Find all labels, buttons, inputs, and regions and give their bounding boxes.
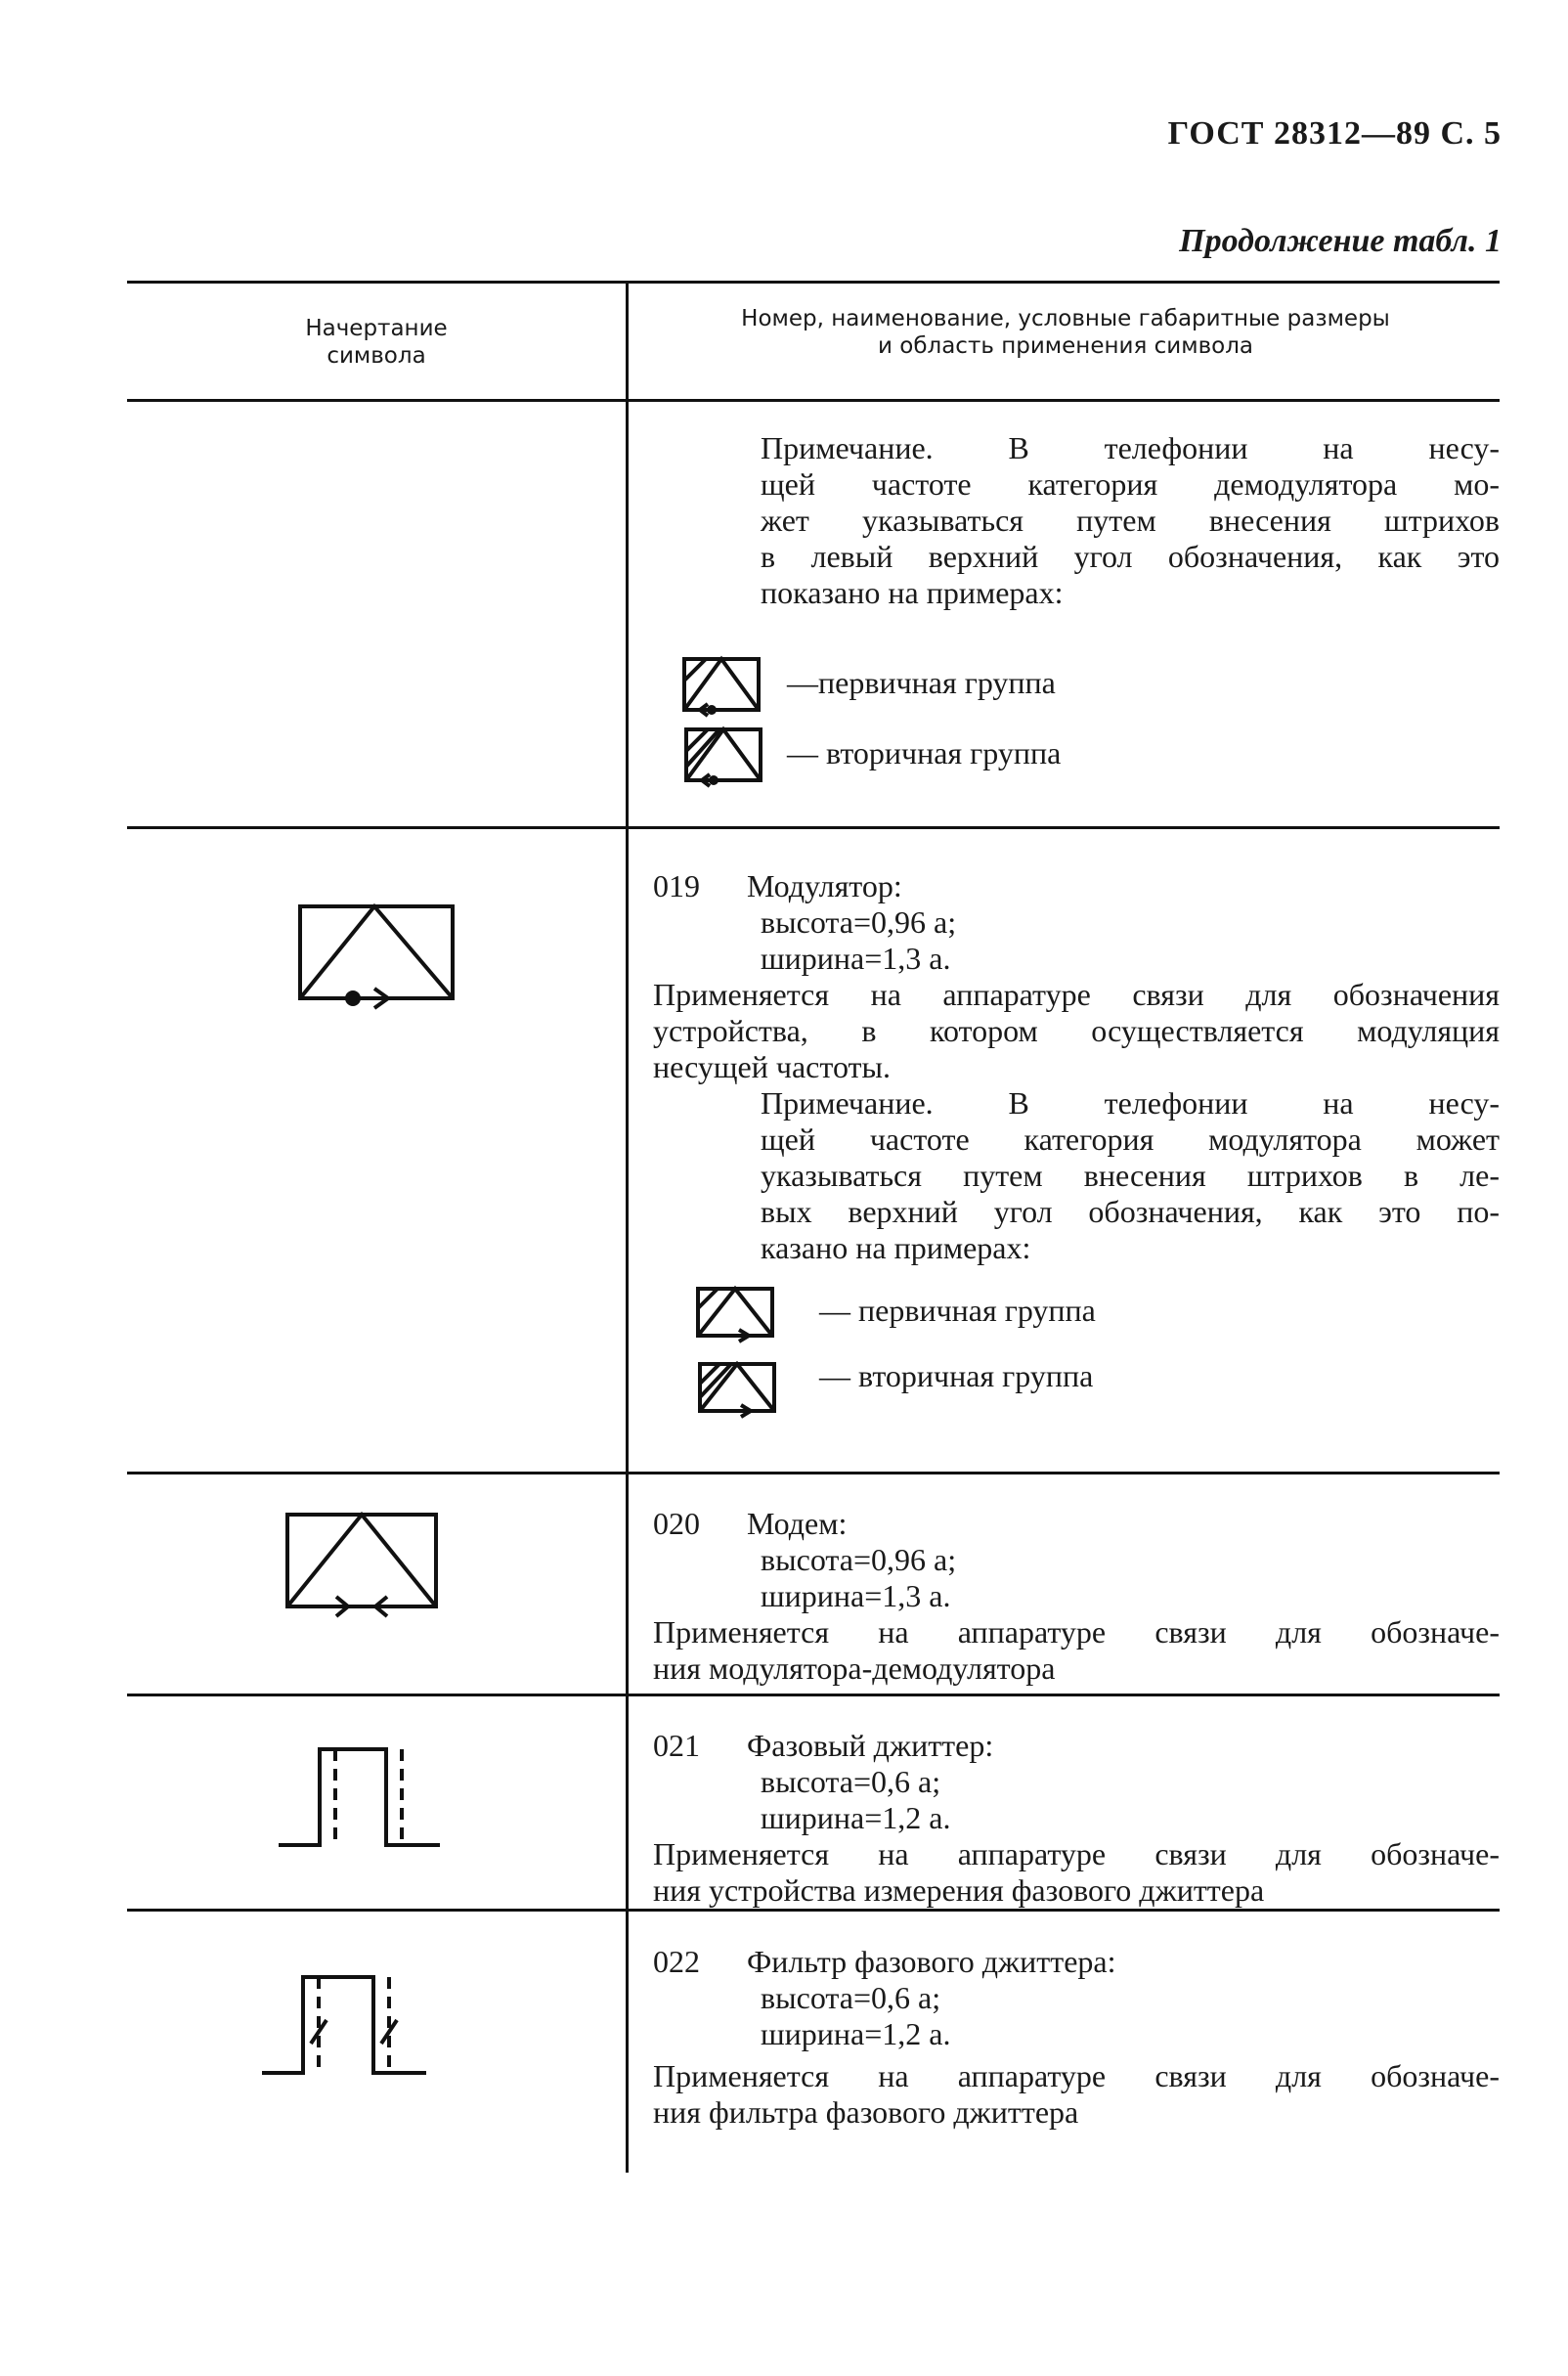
- application-line: Применяется на аппаратуре связи для обозначе-: [653, 2058, 1500, 2093]
- note-line: щей частоте категория демодулятора мо-: [761, 466, 1500, 502]
- modem-symbol-icon: [285, 1513, 442, 1630]
- note-line: казано на примерах:: [761, 1230, 1031, 1265]
- column-header-description-line2: и область применения символа: [878, 333, 1253, 359]
- phase-jitter-symbol-icon: [279, 1747, 455, 1855]
- row020-name: Модем:: [747, 1506, 848, 1541]
- row022-width: ширина=1,2 a.: [761, 2016, 951, 2051]
- note-line: Примечание. В телефонии на несу-: [761, 1085, 1500, 1121]
- note-line: указываться путем внесения штрихов в ле-: [761, 1158, 1500, 1193]
- note-line: вых верхний угол обозначения, как это по-: [761, 1194, 1500, 1229]
- row020-height: высота=0,96 a;: [761, 1542, 957, 1577]
- row022-height: высота=0,6 a;: [761, 1980, 941, 2015]
- column-header-symbol-line1: Начертание: [305, 316, 448, 341]
- table-top-rule: [127, 281, 1500, 284]
- modulator-secondary-group-label: — вторичная группа: [819, 1358, 1094, 1393]
- table-continuation-label: Продолжение табл. 1: [1179, 223, 1502, 259]
- modulator-primary-group-label: — первичная группа: [819, 1293, 1096, 1328]
- application-line: устройства, в котором осуществляется модуляция: [653, 1013, 1500, 1048]
- note-line: показано на примерах:: [761, 575, 1064, 610]
- row020-header: [653, 1506, 847, 1542]
- row019-header: [653, 868, 902, 904]
- column-header-description-line1: Номер, наименование, условные габаритные размеры: [741, 306, 1390, 331]
- application-line: Применяется на аппаратуре связи для обозначе-: [653, 1614, 1500, 1650]
- row021-number: 021: [653, 1728, 700, 1763]
- row021-height: высота=0,6 a;: [761, 1764, 941, 1799]
- note-line: жет указываться путем внесения штрихов: [761, 503, 1500, 538]
- demodulator-secondary-group-label: — вторичная группа: [787, 735, 1062, 770]
- column-header-symbol-line2: символа: [327, 343, 426, 369]
- row022-number: 022: [653, 1944, 700, 1979]
- demodulator-primary-group-label: —первичная группа: [787, 665, 1056, 700]
- application-line: ния модулятора-демодулятора: [653, 1650, 1056, 1686]
- demodulator-note: [761, 430, 1500, 611]
- application-line: ния фильтра фазового джиттера: [653, 2094, 1079, 2130]
- row019-width: ширина=1,3 a.: [761, 941, 951, 976]
- row019-name: Модулятор:: [747, 868, 902, 903]
- row022-header: [653, 1944, 1116, 1980]
- row021-application: [653, 1836, 1500, 1909]
- column-divider: [626, 281, 629, 2173]
- demodulator-primary-group-icon: [682, 657, 761, 714]
- page-header: ГОСТ 28312—89 С. 5: [1167, 115, 1502, 152]
- header-bottom-rule: [127, 399, 1500, 402]
- row020-application: [653, 1614, 1500, 1687]
- row-rule-3: [127, 1694, 1500, 1696]
- row022-application: [653, 2058, 1500, 2131]
- row021-header: [653, 1728, 993, 1764]
- column-header-description: [635, 305, 1496, 360]
- row019-application: [653, 977, 1500, 1085]
- application-line: несущей частоты.: [653, 1049, 891, 1084]
- phase-jitter-filter-symbol-icon: [262, 1975, 438, 2083]
- column-header-symbol: [147, 315, 606, 370]
- application-line: Применяется на аппаратуре связи для обозначе-: [653, 1836, 1500, 1871]
- note-line: в левый верхний угол обозначения, как это: [761, 539, 1500, 574]
- modulator-symbol-icon: [298, 904, 455, 1022]
- modulator-secondary-group-icon: [698, 1362, 776, 1419]
- row021-width: ширина=1,2 a.: [761, 1800, 951, 1835]
- row022-name: Фильтр фазового джиттера:: [747, 1944, 1116, 1979]
- row020-number: 020: [653, 1506, 700, 1541]
- modulator-primary-group-icon: [696, 1287, 774, 1343]
- row020-width: ширина=1,3 a.: [761, 1578, 951, 1613]
- row-rule-4: [127, 1909, 1500, 1912]
- row-rule-2: [127, 1472, 1500, 1474]
- row-rule-1: [127, 826, 1500, 829]
- note-line: Примечание. В телефонии на несу-: [761, 430, 1500, 465]
- row021-name: Фазовый джиттер:: [747, 1728, 994, 1763]
- row019-height: высота=0,96 a;: [761, 904, 957, 940]
- note-line: щей частоте категория модулятора может: [761, 1122, 1500, 1157]
- application-line: Применяется на аппаратуре связи для обозначения: [653, 977, 1500, 1012]
- row019-number: 019: [653, 868, 700, 903]
- row019-note: [761, 1085, 1500, 1266]
- application-line: ния устройства измерения фазового джиттера: [653, 1872, 1265, 1908]
- demodulator-secondary-group-icon: [684, 727, 762, 784]
